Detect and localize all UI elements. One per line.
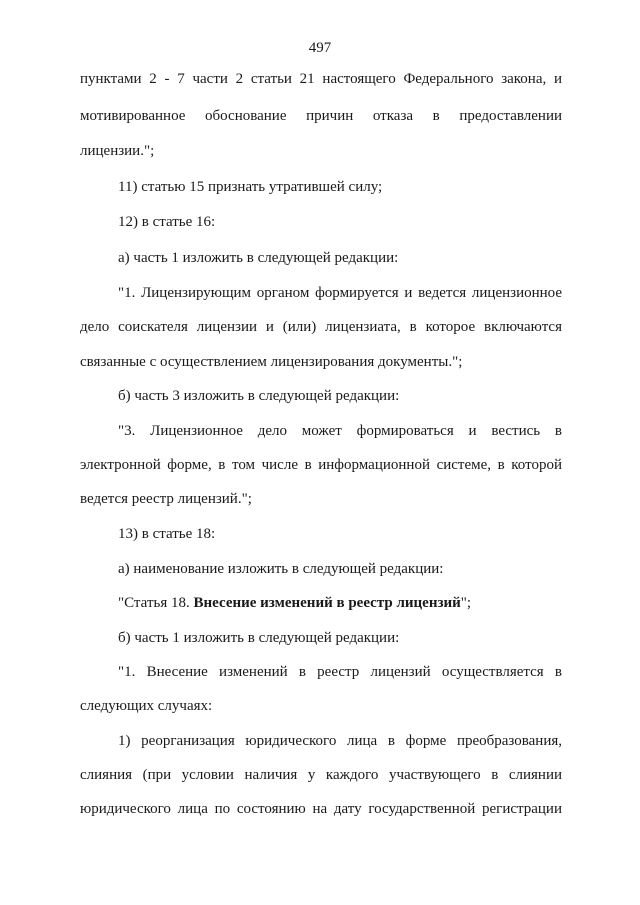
article-suffix: ";	[460, 595, 472, 611]
text-line: следующих случаях:	[80, 698, 213, 714]
text-line: 12) в статье 16:	[118, 214, 216, 230]
text-line: электронной форме, в том числе в информационной системе, в которой	[80, 457, 562, 473]
text-line: юридического лица по состоянию на дату государственной регистрации	[80, 801, 562, 817]
text-line: 1) реорганизация юридического лица в форме преобразования,	[118, 733, 562, 749]
text-line: "3. Лицензионное дело может формироваться и вестись в	[118, 423, 562, 439]
text-line: ведется реестр лицензий.";	[80, 491, 252, 507]
article-title-bold: Внесение изменений в реестр лицензий	[193, 595, 461, 611]
text-line-article-title	[118, 594, 562, 612]
text-line: связанные с осуществлением лицензирования документы.";	[80, 354, 463, 370]
text-line: а) часть 1 изложить в следующей редакции:	[118, 250, 399, 266]
text-line: б) часть 1 изложить в следующей редакции:	[118, 630, 400, 646]
text-line: б) часть 3 изложить в следующей редакции:	[118, 388, 400, 404]
text-line: 13) в статье 18:	[118, 526, 216, 542]
page-number: 497	[308, 40, 332, 56]
article-prefix: "Статья 18.	[118, 595, 194, 611]
text-line: пунктами 2 - 7 части 2 статьи 21 настоящего Федерального закона, и	[80, 71, 562, 87]
text-line: мотивированное обоснование причин отказа в предоставлении	[80, 108, 562, 124]
text-line: 11) статью 15 признать утратившей силу;	[118, 179, 383, 195]
text-line: дело соискателя лицензии и (или) лицензиата, в которое включаются	[80, 319, 562, 335]
text-line: слияния (при условии наличия у каждого участвующего в слиянии	[80, 767, 562, 783]
text-line: лицензии.";	[80, 143, 155, 159]
text-line: а) наименование изложить в следующей редакции:	[118, 561, 444, 577]
text-line: "1. Внесение изменений в реестр лицензий осуществляется в	[118, 664, 562, 680]
text-line: "1. Лицензирующим органом формируется и ведется лицензионное	[118, 285, 562, 301]
